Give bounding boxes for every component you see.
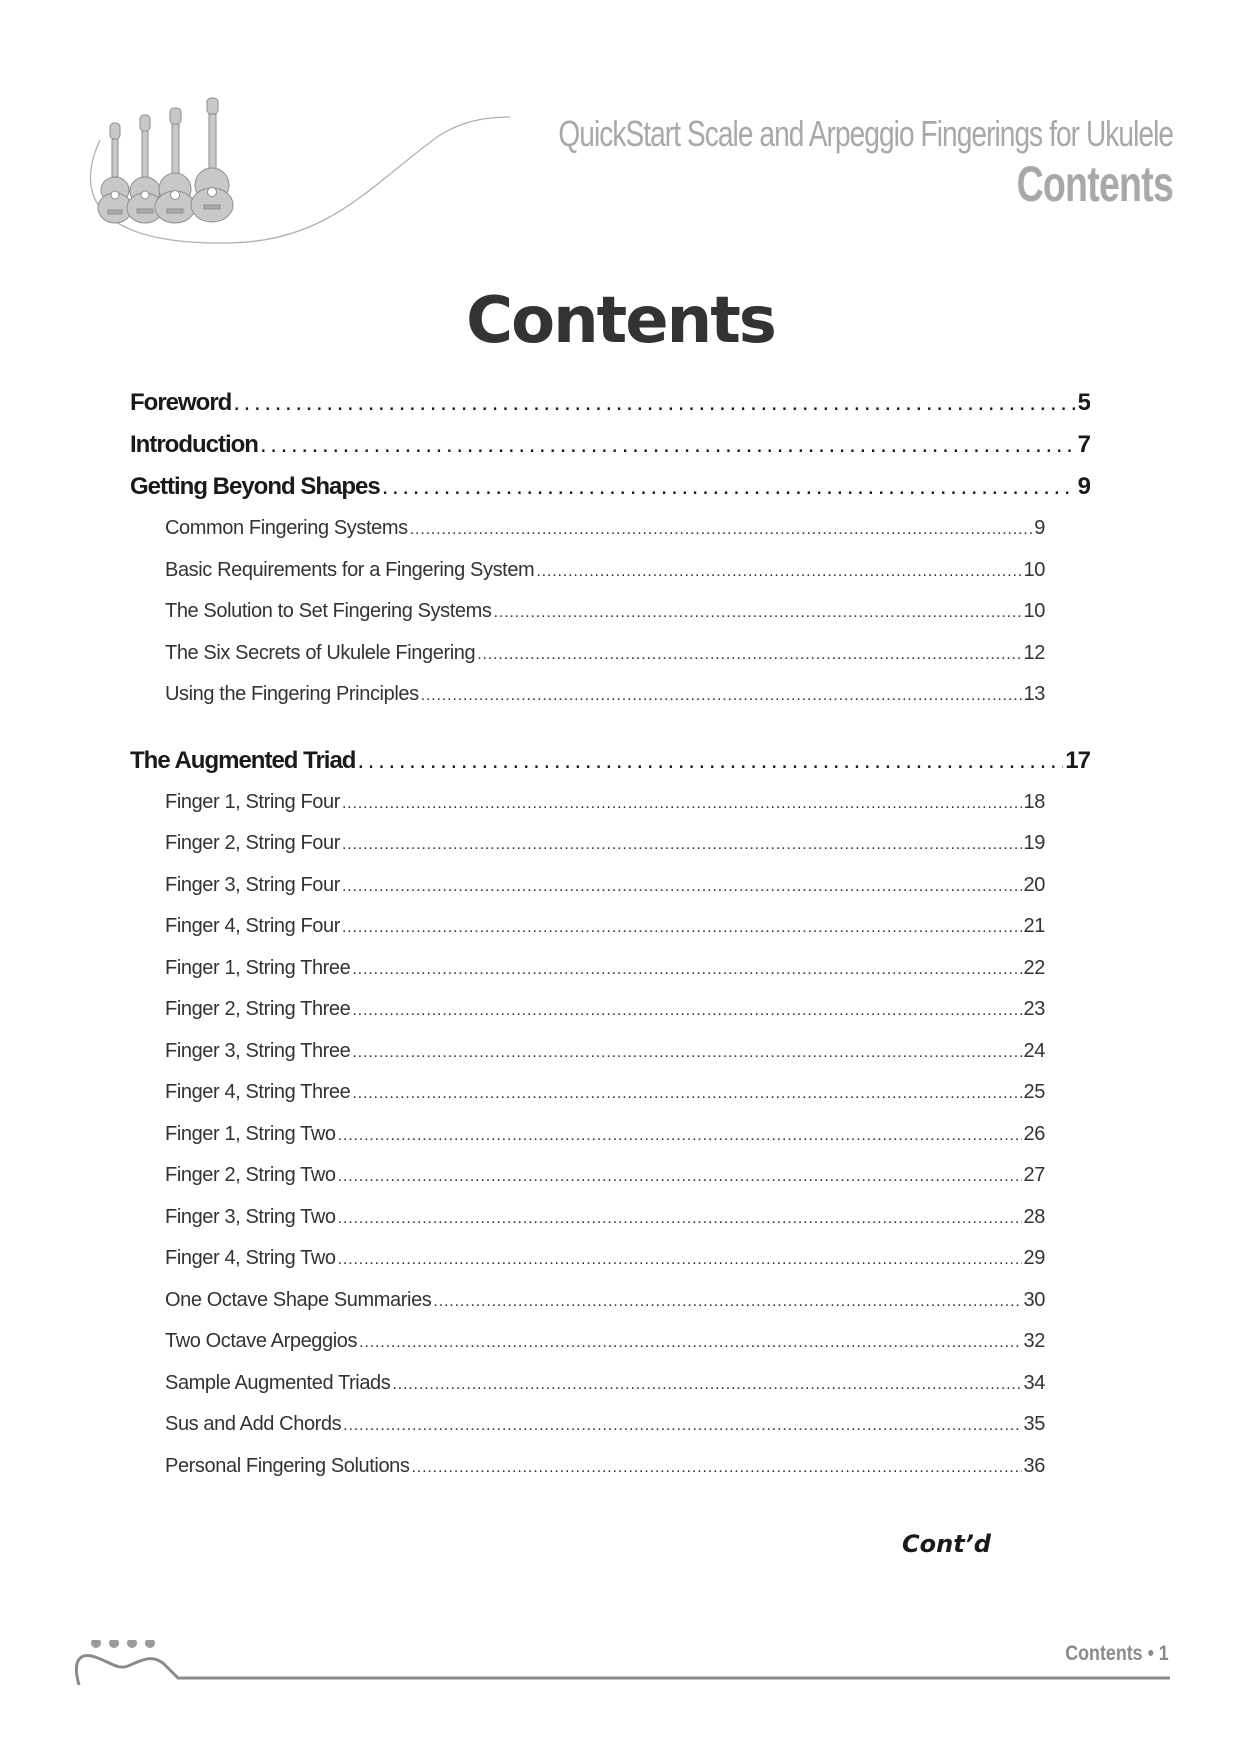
toc-entry-title: Finger 4, String Four bbox=[165, 915, 341, 937]
toc-entry-title: One Octave Shape Summaries bbox=[165, 1288, 432, 1311]
toc-entry-title: Getting Beyond Shapes bbox=[130, 473, 380, 500]
dot-leader bbox=[352, 948, 1021, 990]
dot-leader bbox=[410, 508, 1033, 550]
toc-entry-title: Finger 3, String Two bbox=[165, 1205, 336, 1228]
toc-section-entry[interactable] bbox=[165, 1404, 1045, 1446]
toc-entry-title: Foreword bbox=[130, 389, 232, 416]
toc-page-number: 5 bbox=[1077, 389, 1090, 416]
toc-page-number: 17 bbox=[1065, 746, 1090, 774]
toc-section-entry[interactable] bbox=[165, 550, 1045, 592]
toc-section-entry[interactable] bbox=[165, 1321, 1045, 1363]
toc-entry-title: Finger 2, String Three bbox=[165, 998, 351, 1020]
toc-entry-title: Two Octave Arpeggios bbox=[165, 1330, 358, 1352]
dot-leader bbox=[433, 1280, 1021, 1322]
toc-page-number: 21 bbox=[1023, 915, 1045, 937]
toc-entry-title: Personal Fingering Solutions bbox=[165, 1454, 410, 1477]
toc-entry-title: Introduction bbox=[130, 431, 258, 458]
toc-entry-title: Finger 3, String Four bbox=[165, 873, 341, 896]
toc-page-number: 23 bbox=[1023, 998, 1045, 1020]
footer-separator: • bbox=[1147, 1642, 1155, 1665]
toc-page-number: 28 bbox=[1023, 1205, 1045, 1228]
running-header bbox=[385, 112, 1173, 212]
toc-page-number: 26 bbox=[1023, 1122, 1045, 1145]
toc-entry-title: Finger 1, String Two bbox=[165, 1122, 336, 1145]
dot-leader bbox=[359, 1321, 1021, 1363]
toc-section-entry[interactable] bbox=[165, 1238, 1045, 1280]
toc-page-number: 19 bbox=[1023, 832, 1045, 854]
toc-page-number: 29 bbox=[1023, 1247, 1045, 1269]
toc-section-entry[interactable] bbox=[165, 1446, 1045, 1488]
toc-section-entry[interactable] bbox=[165, 633, 1045, 675]
toc-entry-title: The Six Secrets of Ukulele Fingering bbox=[165, 641, 476, 664]
dot-leader bbox=[412, 1446, 1022, 1488]
toc-group-gap bbox=[130, 716, 1090, 740]
toc-section-entry[interactable] bbox=[165, 865, 1045, 907]
toc-section-entry[interactable] bbox=[165, 1363, 1045, 1405]
dot-leader bbox=[338, 1114, 1022, 1156]
dot-leader bbox=[233, 382, 1075, 424]
page-number: 1 bbox=[1159, 1642, 1169, 1665]
toc-entry-title: Finger 1, String Four bbox=[165, 790, 341, 813]
dot-leader bbox=[421, 674, 1022, 716]
toc-page-number: 18 bbox=[1023, 790, 1045, 813]
toc-section-entry[interactable] bbox=[165, 1114, 1045, 1156]
footer-section: Contents bbox=[1065, 1642, 1143, 1665]
dot-leader bbox=[343, 1404, 1021, 1446]
page-footer bbox=[1066, 1642, 1169, 1666]
dot-leader bbox=[352, 1072, 1021, 1114]
toc-section-entry[interactable] bbox=[165, 508, 1045, 550]
toc-entry-title: Using the Fingering Principles bbox=[165, 683, 419, 705]
toc-page-number: 25 bbox=[1023, 1081, 1045, 1103]
dot-leader bbox=[536, 550, 1021, 592]
footer-ukulele-line-icon bbox=[70, 1640, 1170, 1700]
dot-leader bbox=[477, 633, 1021, 675]
dot-leader bbox=[342, 823, 1022, 865]
book-title: QuickStart Scale and Arpeggio Fingerings for Ukulele bbox=[558, 113, 1173, 154]
toc-section-entry[interactable] bbox=[165, 782, 1045, 824]
toc-entry-title: Sample Augmented Triads bbox=[165, 1371, 391, 1394]
toc-page-number: 9 bbox=[1034, 517, 1045, 539]
toc-page-number: 24 bbox=[1023, 1039, 1045, 1062]
toc-section-entry[interactable] bbox=[165, 989, 1045, 1031]
dot-leader bbox=[352, 989, 1021, 1031]
toc-entry-title: Sus and Add Chords bbox=[165, 1413, 342, 1435]
toc-section-entry[interactable] bbox=[165, 823, 1045, 865]
toc-entry-title: Basic Requirements for a Fingering System bbox=[165, 558, 535, 581]
toc-chapter-entry[interactable] bbox=[130, 424, 1090, 466]
toc-entry-title: Finger 4, String Three bbox=[165, 1081, 351, 1103]
dot-leader bbox=[338, 1155, 1022, 1197]
toc-entry-title: The Augmented Triad bbox=[130, 746, 356, 774]
toc-section-entry[interactable] bbox=[165, 1155, 1045, 1197]
toc-section-entry[interactable] bbox=[165, 948, 1045, 990]
table-of-contents bbox=[130, 382, 1090, 1487]
dot-leader bbox=[338, 1238, 1022, 1280]
dot-leader bbox=[338, 1197, 1022, 1239]
toc-chapter-entry[interactable] bbox=[130, 466, 1090, 508]
dot-leader bbox=[352, 1031, 1021, 1073]
dot-leader bbox=[342, 782, 1022, 824]
dot-leader bbox=[382, 466, 1076, 508]
toc-page-number: 9 bbox=[1077, 473, 1090, 500]
toc-page-number: 10 bbox=[1023, 600, 1045, 622]
dot-leader bbox=[392, 1363, 1021, 1405]
toc-page-number: 35 bbox=[1023, 1413, 1045, 1435]
toc-page-number: 32 bbox=[1023, 1330, 1045, 1352]
toc-entry-title: The Solution to Set Fingering Systems bbox=[165, 600, 492, 622]
toc-entry-title: Finger 2, String Two bbox=[165, 1164, 336, 1186]
toc-page-number: 34 bbox=[1023, 1371, 1045, 1394]
toc-entry-title: Finger 3, String Three bbox=[165, 1039, 351, 1062]
dot-leader bbox=[342, 865, 1022, 907]
toc-section-entry[interactable] bbox=[165, 1031, 1045, 1073]
dot-leader bbox=[357, 740, 1063, 782]
dot-leader bbox=[342, 906, 1022, 948]
toc-section-entry[interactable] bbox=[165, 906, 1045, 948]
toc-entry-title: Common Fingering Systems bbox=[165, 517, 408, 539]
toc-page-number: 36 bbox=[1023, 1454, 1045, 1477]
page-title: Contents bbox=[466, 284, 775, 358]
section-title: Contents bbox=[1016, 156, 1173, 212]
toc-chapter-entry[interactable] bbox=[130, 382, 1090, 424]
toc-entry-title: Finger 2, String Four bbox=[165, 832, 341, 854]
toc-section-entry[interactable] bbox=[165, 1197, 1045, 1239]
toc-page-number: 7 bbox=[1077, 431, 1090, 458]
toc-section-entry[interactable] bbox=[165, 674, 1045, 716]
dot-leader bbox=[493, 591, 1021, 633]
toc-entry-title: Finger 4, String Two bbox=[165, 1247, 336, 1269]
toc-page-number: 27 bbox=[1023, 1164, 1045, 1186]
toc-page-number: 22 bbox=[1023, 956, 1045, 979]
toc-page-number: 10 bbox=[1023, 558, 1045, 581]
toc-page-number: 12 bbox=[1023, 641, 1045, 664]
toc-chapter-entry[interactable] bbox=[130, 740, 1090, 782]
toc-section-entry[interactable] bbox=[165, 1072, 1045, 1114]
toc-entry-title: Finger 1, String Three bbox=[165, 956, 351, 979]
dot-leader bbox=[260, 424, 1076, 466]
toc-section-entry[interactable] bbox=[165, 1280, 1045, 1322]
toc-page-number: 30 bbox=[1023, 1288, 1045, 1311]
toc-page-number: 20 bbox=[1023, 873, 1045, 896]
toc-page-number: 13 bbox=[1023, 683, 1045, 705]
continued-label: Cont’d bbox=[902, 1530, 991, 1558]
toc-section-entry[interactable] bbox=[165, 591, 1045, 633]
